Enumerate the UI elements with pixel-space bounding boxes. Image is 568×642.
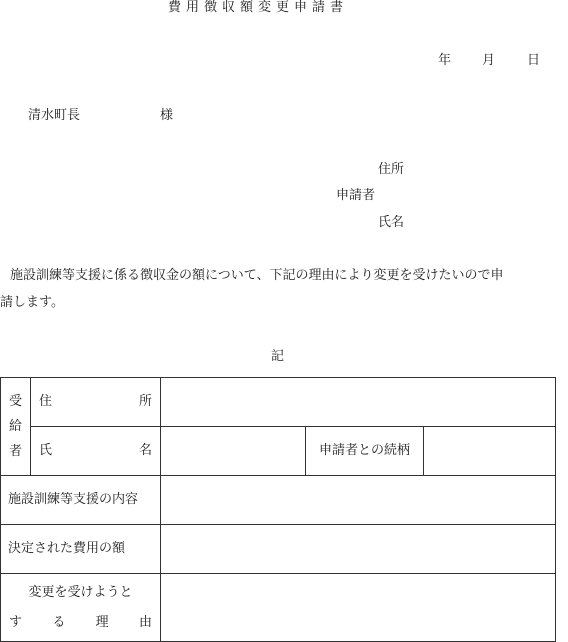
name-label-char: 氏 xyxy=(39,443,53,458)
address-label-char: 住 xyxy=(39,394,53,409)
table-row xyxy=(1,574,556,642)
addressee: 清水町長 xyxy=(28,108,81,123)
body-text-line2: 請します。 xyxy=(0,295,64,310)
reason-label-cell xyxy=(1,574,161,642)
table-row xyxy=(1,427,556,476)
reason-label-char: す xyxy=(9,614,23,630)
relationship-field[interactable] xyxy=(424,427,556,476)
date-year-label: 年 xyxy=(438,53,452,68)
table-row xyxy=(1,525,556,574)
recipient-char: 給 xyxy=(8,419,22,434)
application-form-table xyxy=(0,377,556,642)
applicant-name-label: 氏名 xyxy=(378,215,405,230)
recipient-label-cell xyxy=(1,378,31,476)
table-row xyxy=(1,476,556,525)
support-content-label: 施設訓練等支援の内容 xyxy=(1,476,161,525)
reason-label-char: る xyxy=(52,614,66,630)
reason-label-line1: 変更を受けようと xyxy=(28,584,133,600)
relationship-label: 申請者との続柄 xyxy=(306,427,424,476)
decided-fee-field[interactable] xyxy=(161,525,556,574)
applicant-label: 申請者 xyxy=(336,188,376,203)
body-text-line1: 施設訓練等支援に係る徴収金の額について、下記の理由により変更を受けたいので申 xyxy=(10,268,504,283)
decided-fee-label: 決定された費用の額 xyxy=(1,525,161,574)
applicant-address-label: 住所 xyxy=(378,162,405,177)
name-field[interactable] xyxy=(161,427,306,476)
reason-label-char: 由 xyxy=(138,614,152,630)
address-label-char: 所 xyxy=(138,394,152,409)
ki-heading: 記 xyxy=(271,349,285,364)
reason-field[interactable] xyxy=(161,574,556,642)
document-title: 費用徴収額変更申請書 xyxy=(168,0,349,15)
recipient-char: 受 xyxy=(8,394,22,409)
reason-label-char: 理 xyxy=(95,614,109,630)
name-label-cell xyxy=(31,427,161,476)
date-day-label: 日 xyxy=(527,53,541,68)
date-month-label: 月 xyxy=(482,53,496,68)
honorific: 様 xyxy=(160,108,174,123)
recipient-char: 者 xyxy=(8,444,22,459)
support-content-field[interactable] xyxy=(161,476,556,525)
name-label-char: 名 xyxy=(138,443,152,458)
address-field[interactable] xyxy=(161,378,556,427)
address-label-cell xyxy=(31,378,161,427)
table-row xyxy=(1,378,556,427)
